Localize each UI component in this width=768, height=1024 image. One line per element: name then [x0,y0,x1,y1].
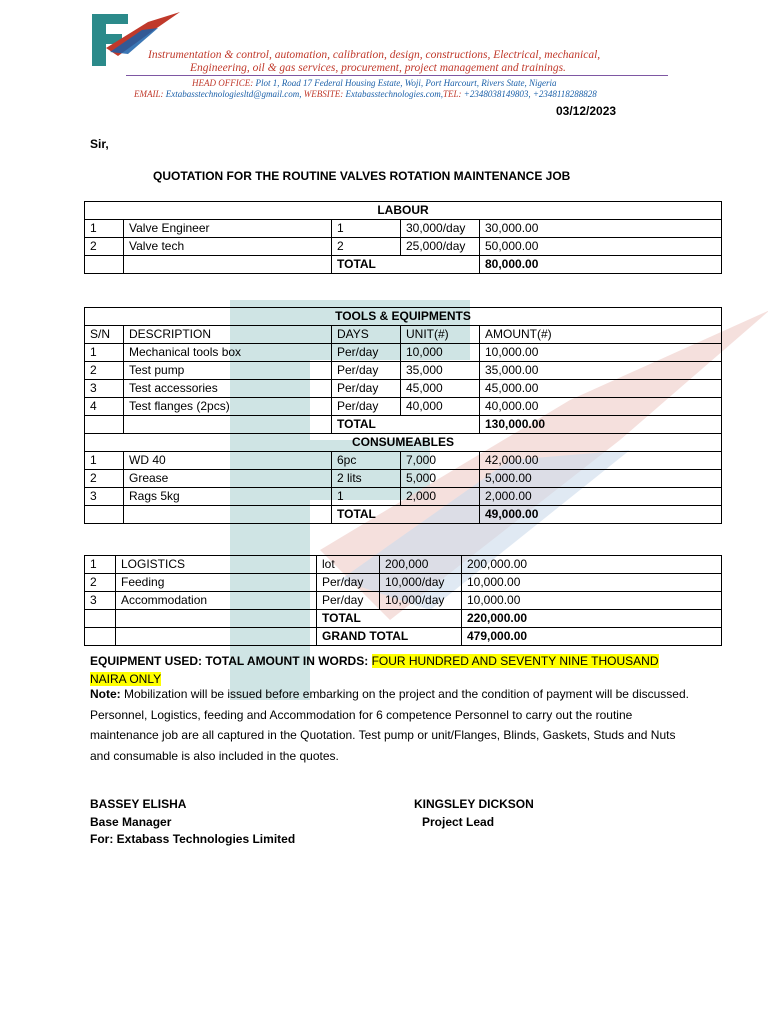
table-heading-row [85,308,722,326]
tel-label: TEL: [443,89,462,99]
table-row [85,556,722,574]
tools-total-value: 130,000.00 [480,416,722,434]
table-row [85,380,722,398]
consumables-total-value: 49,000.00 [480,506,722,524]
tools-equipments-table [84,307,722,524]
table-row [85,470,722,488]
consumables-description: WD 40 [124,452,332,470]
tools-days: Per/day [332,362,401,380]
table-row [85,344,722,362]
logistics-amount: 200,000.00 [462,556,722,574]
column-header: DESCRIPTION [124,326,332,344]
consumables-amount: 5,000.00 [480,470,722,488]
logistics-description: LOGISTICS [116,556,317,574]
table-row [85,398,722,416]
tools-amount: 45,000.00 [480,380,722,398]
table-row [85,488,722,506]
consumables-sn: 1 [85,452,124,470]
services-line-1: Instrumentation & control, automation, calibration, design, constructions, Electrical, mechanical, [148,49,601,61]
logistics-total-label: TOTAL [317,610,462,628]
tools-days: Per/day [332,398,401,416]
table-header-row [85,326,722,344]
tools-unit: 10,000 [401,344,480,362]
consumables-unit: 7,000 [401,452,480,470]
labour-rate: 30,000/day [401,220,480,238]
table-row [85,238,722,256]
document-date: 03/12/2023 [556,104,617,118]
logistics-qty: lot [317,556,380,574]
signatory-name: KINGSLEY DICKSON [414,797,534,811]
logistics-qty: Per/day [317,592,380,610]
logistics-rate: 10,000/day [380,592,462,610]
table-row [85,362,722,380]
tel-value: +2348038149803, +2348118288828 [461,89,597,99]
amount-in-words [90,652,670,688]
consumables-qty: 6pc [332,452,401,470]
table-heading-row [85,434,722,452]
logistics-sn: 1 [85,556,116,574]
website-value[interactable]: Extabasstechnologies.com, [343,89,443,99]
tools-unit: 45,000 [401,380,480,398]
table-row [85,452,722,470]
tools-description: Mechanical tools box [124,344,332,362]
contact-line [134,89,597,99]
company-logo [88,8,184,72]
labour-table [84,201,722,274]
labour-heading: LABOUR [85,202,722,220]
column-header: AMOUNT(#) [480,326,722,344]
tools-unit: 40,000 [401,398,480,416]
email-value[interactable]: Extabasstechnologiesltd@gmail.com, [163,89,302,99]
consumables-amount: 42,000.00 [480,452,722,470]
head-office-line [192,78,557,88]
tools-unit: 35,000 [401,362,480,380]
tools-days: Per/day [332,344,401,362]
tools-amount: 35,000.00 [480,362,722,380]
consumables-heading: CONSUMEABLES [85,434,722,452]
page-title: QUOTATION FOR THE ROUTINE VALVES ROTATION MAINTENANCE JOB [153,169,571,183]
labour-description: Valve Engineer [124,220,332,238]
logistics-rate: 10,000/day [380,574,462,592]
tools-amount: 40,000.00 [480,398,722,416]
tools-sn: 3 [85,380,124,398]
consumables-sn: 2 [85,470,124,488]
note-paragraph [90,684,690,766]
total-row [85,610,722,628]
labour-total-value: 80,000.00 [480,256,722,274]
column-header: DAYS [332,326,401,344]
consumables-amount: 2,000.00 [480,488,722,506]
salutation: Sir, [90,137,109,151]
tools-heading: TOOLS & EQUIPMENTS [85,308,722,326]
amount-in-words-label: EQUIPMENT USED: TOTAL AMOUNT IN WORDS: [90,654,372,668]
head-office-address: Plot 1, Road 17 Federal Housing Estate, Woji, Port Harcourt, Rivers State, Nigeria [253,78,557,88]
consumables-description: Rags 5kg [124,488,332,506]
services-line-2: Engineering, oil & gas services, procurement, project management and trainings. [190,62,566,74]
logistics-description: Accommodation [116,592,317,610]
email-label: EMAIL: [134,89,164,99]
signatory-role: Project Lead [422,814,495,829]
tools-description: Test pump [124,362,332,380]
consumables-sn: 3 [85,488,124,506]
labour-amount: 50,000.00 [480,238,722,256]
labour-sn: 2 [85,238,124,256]
tools-amount: 10,000.00 [480,344,722,362]
logistics-table [84,555,722,646]
logistics-sn: 3 [85,592,116,610]
tools-total-label: TOTAL [332,416,480,434]
column-header: UNIT(#) [401,326,480,344]
labour-total-label: TOTAL [332,256,480,274]
labour-sn: 1 [85,220,124,238]
note-text: Mobilization will be issued before embarking on the project and the condition of payment will be discussed. Personnel, Logistics, feeding and Accommodation for 6 competence Personnel to carry out the routine maintenance job are all captured in the Quotation. Test pump or unit/Flanges, Blinds, Gaskets, Studs and Nuts and consumable is also included in the quotes. [90,687,689,763]
signatory-name: BASSEY ELISHA [90,797,187,811]
labour-description: Valve tech [124,238,332,256]
signatory-left [90,796,295,849]
tools-sn: 4 [85,398,124,416]
logistics-total-value: 220,000.00 [462,610,722,628]
head-office-label: HEAD OFFICE: [192,78,254,88]
table-row [85,592,722,610]
letterhead [0,0,768,120]
consumables-total-label: TOTAL [332,506,480,524]
consumables-description: Grease [124,470,332,488]
grand-total-row [85,628,722,646]
logistics-sn: 2 [85,574,116,592]
tools-description: Test accessories [124,380,332,398]
total-row [85,416,722,434]
table-row [85,220,722,238]
grand-total-value: 479,000.00 [462,628,722,646]
logistics-description: Feeding [116,574,317,592]
column-header: S/N [85,326,124,344]
table-heading-row [85,202,722,220]
tools-days: Per/day [332,380,401,398]
tools-description: Test flanges (2pcs) [124,398,332,416]
logistics-rate: 200,000 [380,556,462,574]
note-label: Note: [90,687,121,701]
labour-rate: 25,000/day [401,238,480,256]
consumables-qty: 2 lits [332,470,401,488]
table-row [85,574,722,592]
total-row [85,506,722,524]
consumables-qty: 1 [332,488,401,506]
labour-amount: 30,000.00 [480,220,722,238]
signatory-role: Base Manager [90,814,172,829]
tools-sn: 1 [85,344,124,362]
logistics-amount: 10,000.00 [462,574,722,592]
website-label: WEBSITE: [301,89,344,99]
logistics-qty: Per/day [317,574,380,592]
tools-sn: 2 [85,362,124,380]
letterhead-rule [126,75,668,76]
grand-total-label: GRAND TOTAL [317,628,462,646]
signatory-org: For: Extabass Technologies Limited [90,832,296,846]
signatory-right [414,796,534,831]
labour-qty: 1 [332,220,401,238]
amount-in-words-value: FOUR HUNDRED AND SEVENTY NINE THOUSAND NAIRA ONLY [90,654,659,686]
labour-qty: 2 [332,238,401,256]
consumables-unit: 2,000 [401,488,480,506]
logistics-amount: 10,000.00 [462,592,722,610]
consumables-unit: 5,000 [401,470,480,488]
total-row [85,256,722,274]
